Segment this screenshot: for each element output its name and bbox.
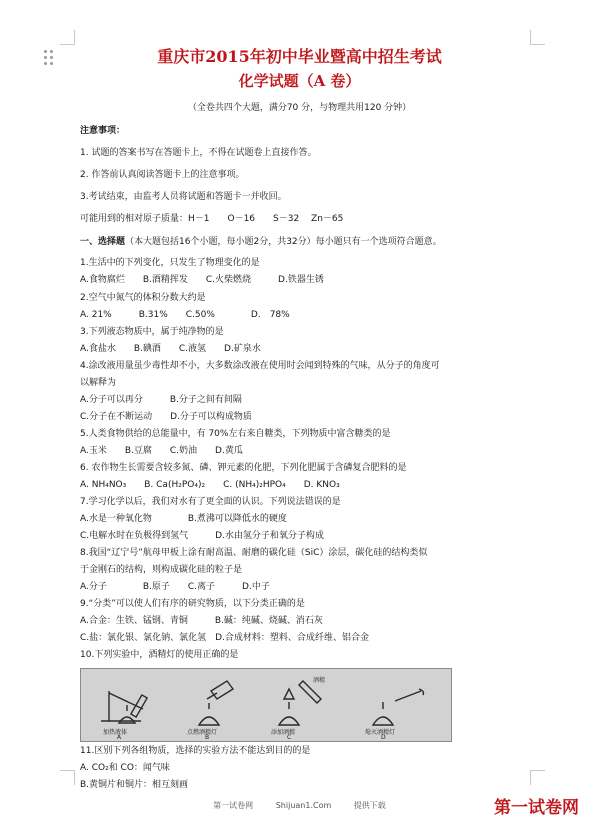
exam-subtitle: （全卷共四个大题，满分70 分，与物理共用120 分钟） — [187, 103, 412, 113]
question-line: C.分子在不断运动 D.分子可以构成物质 — [80, 412, 252, 422]
note-item: 3.考试结束，由监考人员将试题和答题卡一并收回。 — [80, 192, 287, 202]
question-line: 8.我国“辽宁号”航母甲板上涂有耐高温、耐磨的碳化硅（SiC）涂层，碳化硅的结构类似 — [80, 548, 428, 558]
section-heading — [80, 236, 442, 248]
question-line: A. 21% B.31% C.50% D. 78% — [80, 310, 290, 320]
notes-heading: 注意事项： — [80, 126, 126, 136]
figure-option-b: B — [205, 734, 210, 741]
note-item: 2. 作答前认真阅读答题卡上的注意事项。 — [80, 170, 245, 180]
figure-option-a: A — [117, 734, 122, 741]
question-line: A. CO₂和 CO：闻气味 — [80, 763, 170, 773]
question-line: A.食物腐烂 B.酒精挥发 C.火柴燃烧 D.铁器生锈 — [80, 275, 324, 285]
question-line: 3.下列液态物质中，属于纯净物的是 — [80, 327, 224, 337]
question-line: A. NH₄NO₃ B. Ca(H₂PO₄)₂ C. (NH₄)₂HPO₄ D. KNO₃ — [80, 480, 340, 490]
question-line: 5.人类食物供给的总能量中，有 70%左右来自糖类，下列物质中富含糖类的是 — [80, 429, 391, 439]
question-line: 以解释为 — [80, 378, 117, 388]
figure-option-d: D — [381, 734, 386, 741]
question-line: 7.学习化学以后，我们对水有了更全面的认识。下列说法错误的是 — [80, 497, 341, 507]
figure-label-c: 添加酒精 — [271, 729, 296, 736]
question-line: 2.空气中氮气的体积分数大约是 — [80, 293, 206, 303]
figure-label-alcohol: 酒精 — [313, 677, 326, 684]
section-description: （本大题包括16个小题，每小题2分，共32分）每小题只有一个选项符合题意。 — [125, 237, 442, 247]
figure-option-c: C — [287, 734, 292, 741]
question-line: 于金刚石的结构，则构成碳化硅的粒子是 — [80, 565, 243, 575]
question-line: 10.下列实验中，酒精灯的使用正确的是 — [80, 650, 239, 660]
question-line: C.盐：氯化银、氯化钠、氯化氢 D.合成材料：塑料、合成纤维、铝合金 — [80, 633, 369, 643]
exam-title: 重庆市2015年初中毕业暨高中招生考试 — [157, 47, 442, 66]
figure-label-d: 熄灭酒精灯 — [365, 729, 396, 736]
question-line: A.水是一种氧化物 B.煮沸可以降低水的硬度 — [80, 514, 287, 524]
lab-apparatus-illustration — [81, 669, 451, 741]
section-label: 一、选择题 — [80, 237, 126, 247]
crop-mark-top-left — [60, 30, 75, 45]
exam-subject-title: 化学试题（A 卷） — [238, 72, 361, 90]
footer-download-note: 提供下载 — [353, 801, 386, 810]
figure-label-b: 点燃酒精灯 — [187, 729, 218, 736]
note-item: 1. 试题的答案书写在答题卡上，不得在试题卷上直接作答。 — [80, 148, 317, 158]
watermark-logo: 第一试卷网 — [494, 798, 579, 818]
atomic-masses: 可能用到的相对原子质量：H－1 O－16 S－32 Zn－65 — [80, 214, 344, 224]
crop-mark-bottom-left — [60, 770, 75, 785]
question-line: 11.区别下列各组物质，选择的实验方法不能达到目的的是 — [80, 746, 311, 756]
question-line: 6. 农作物生长需要含较多氮、磷、钾元素的化肥，下列化肥属于含磷复合肥料的是 — [80, 463, 407, 473]
footer-site-name: 第一试卷网 — [213, 801, 254, 810]
question-line: A.玉米 B.豆腐 C.奶油 D.黄瓜 — [80, 446, 243, 456]
question-line: A.食盐水 B.碘酒 C.液氢 D.矿泉水 — [80, 344, 261, 354]
question-line: 4.涂改液用量虽少毒性却不小，大多数涂改液在使用时会闻到特殊的气味，从分子的角度可 — [80, 361, 440, 371]
footer-site-url: Shijuan1.Com — [275, 801, 332, 810]
alcohol-lamp-figure — [80, 668, 452, 742]
question-line: 9.“分类”可以使人们有序的研究物质，以下分类正确的是 — [80, 599, 305, 609]
question-line: A.分子可以再分 B.分子之间有间隔 — [80, 395, 242, 405]
question-line: B.黄铜片和铜片：相互刻画 — [80, 780, 189, 790]
question-line: 1.生活中的下列变化，只发生了物理变化的是 — [80, 258, 260, 268]
question-line: A.分子 B.原子 C.离子 D.中子 — [80, 582, 270, 592]
crop-mark-top-right — [530, 30, 545, 45]
crop-mark-bottom-right — [530, 770, 545, 785]
question-line: A.合金：生铁、锰钢、青铜 B.碱：纯碱、烧碱、消石灰 — [80, 616, 323, 626]
question-line: C.电解水时在负极得到氢气 D.水由氢分子和氧分子构成 — [80, 531, 324, 541]
figure-label-a: 加热液体 — [103, 729, 128, 736]
